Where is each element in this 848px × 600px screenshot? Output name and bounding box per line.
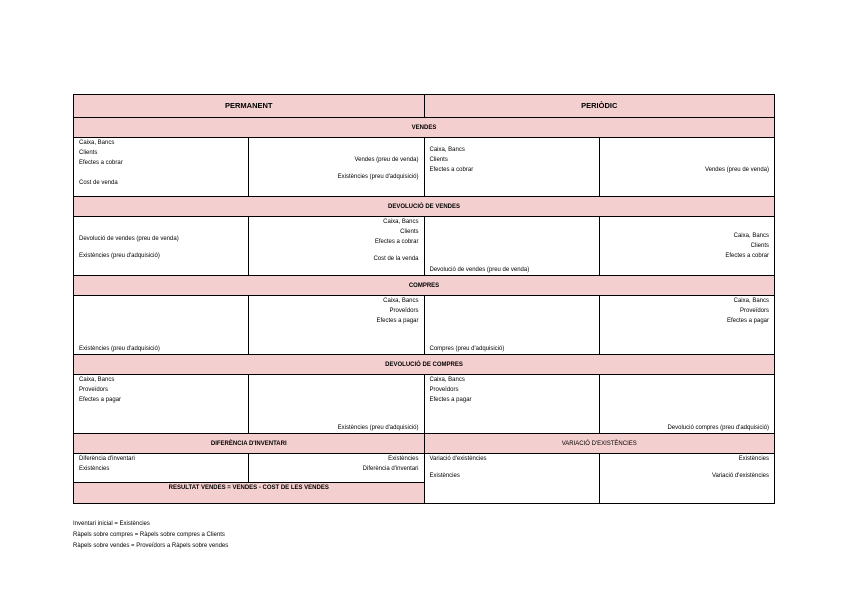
entry: Devolució de vendes (preu de venda) [79,236,179,242]
compres-perm-credit [249,296,424,355]
entry: Clients [400,229,419,235]
entry: Existències [79,466,110,472]
entry: Compres (preu d'adquisició) [429,346,505,352]
compres-per-credit [599,296,774,355]
entry: Efectes a pagar [376,318,419,324]
entry: Variació d'existències [711,473,769,479]
periodic-header: PERIÒDIC [424,95,775,118]
note: Ràpels sobre vendes = Proveïdors a Ràpels sobre vendes [73,543,229,549]
dev-vendes-perm-credit [249,217,424,276]
permanent-header: PERMANENT [74,95,425,118]
dev-vendes-perm-debit [74,217,249,276]
entry: Variació d'existències [429,456,487,462]
entry: Proveïdors [739,308,769,314]
entry: Devolució compres (preu d'adquisició) [667,425,769,431]
note: Inventari inicial = Existències [73,521,150,527]
entry: Caixa, Bancs [383,219,419,225]
entry: Efectes a cobrar [725,253,769,259]
dev-compres-per-debit [424,375,599,434]
var-credit [599,454,774,504]
entry: Caixa, Bancs [429,377,465,383]
entry: Efectes a pagar [79,397,122,403]
entry: Clients [79,150,98,156]
compres-perm-debit [74,296,249,355]
dev-compres-perm-credit [249,375,424,434]
entry: Efectes a pagar [726,318,769,324]
entry: Caixa, Bancs [383,298,419,304]
entry: Proveïdors [79,387,109,393]
entry: Efectes a cobrar [79,160,123,166]
vendes-perm-debit [74,138,249,197]
var-debit [424,454,599,504]
entry: Vendes (preu de venda) [354,157,419,163]
note: Ràpels sobre compres = Ràpels sobre compres a Clients [73,532,225,538]
diff-debit [74,454,249,483]
entry: Diferència d'inventari [79,456,135,462]
resultat-vendes-formula: RESULTAT VENDES = VENDES - COST DE LES VENDES [74,483,425,504]
compres-per-debit [424,296,599,355]
vendes-perm-credit [249,138,424,197]
entry: Clients [750,243,769,249]
entry: Diferència d'inventari [362,466,419,472]
diferencia-inventari-title: DIFERÈNCIA D'INVENTARI [74,434,425,454]
entry: Cost de venda [79,180,118,186]
entry: Proveïdors [389,308,419,314]
section-devolucio-vendes-title: DEVOLUCIÓ DE VENDES [74,197,775,217]
accounting-table [73,94,775,504]
entry: Existències [738,456,769,462]
diff-credit [249,454,424,483]
entry: Proveïdors [429,387,459,393]
entry: Cost de la venda [373,256,419,262]
dev-vendes-per-credit [599,217,774,276]
section-vendes-title: VENDES [74,118,775,138]
dev-vendes-per-debit [424,217,599,276]
entry: Existències (preu d'adquisició) [337,174,419,180]
entry: Efectes a pagar [429,397,472,403]
entry: Caixa, Bancs [733,298,769,304]
entry: Caixa, Bancs [79,377,115,383]
entry: Efectes a cobrar [374,239,419,245]
entry: Clients [429,157,448,163]
section-compres-title: COMPRES [74,276,775,296]
entry: Existències [388,456,419,462]
dev-compres-perm-debit [74,375,249,434]
entry: Existències (preu d'adquisició) [79,253,160,259]
entry: Caixa, Bancs [733,233,769,239]
entry: Existències [429,473,460,479]
entry: Caixa, Bancs [79,140,115,146]
entry: Devolució de vendes (preu de venda) [429,267,530,273]
section-devolucio-compres-title: DEVOLUCIÓ DE COMPRES [74,355,775,375]
entry: Existències (preu d'adquisició) [79,346,160,352]
entry: Caixa, Bancs [429,147,465,153]
footnotes [73,519,228,552]
dev-compres-per-credit [599,375,774,434]
variacio-existencies-title: VARIACIÓ D'EXISTÈNCIES [424,434,775,454]
entry: Existències (preu d'adquisició) [337,425,419,431]
vendes-per-debit [424,138,599,197]
vendes-per-credit [599,138,774,197]
entry: Vendes (preu de venda) [704,167,769,173]
entry: Efectes a cobrar [429,167,474,173]
